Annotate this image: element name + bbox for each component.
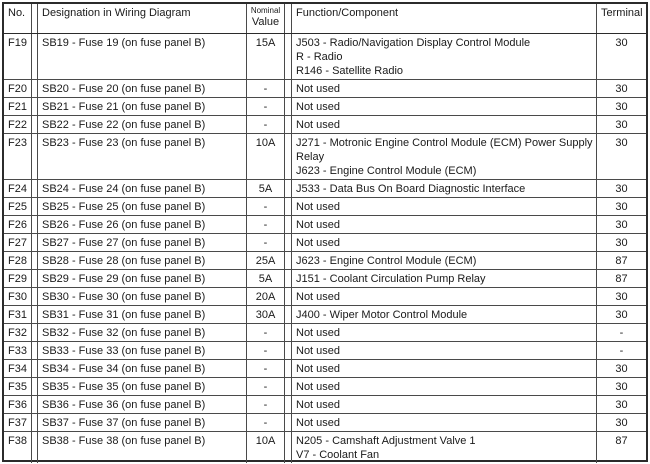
nominal-value-cell: 20A xyxy=(247,288,285,305)
designation-cell: SB28 - Fuse 28 (on fuse panel B) xyxy=(38,252,247,269)
function-component-cell xyxy=(292,98,597,115)
terminal-cell: - xyxy=(619,326,624,339)
row-spacer-2 xyxy=(285,234,292,251)
terminal-cell: 87 xyxy=(615,254,628,267)
terminal-cell: 30 xyxy=(615,236,628,249)
terminal-cell: 30 xyxy=(615,100,628,113)
table-header-row xyxy=(4,4,646,34)
designation-cell: SB32 - Fuse 32 (on fuse panel B) xyxy=(38,324,247,341)
designation-cell: SB19 - Fuse 19 (on fuse panel B) xyxy=(38,34,247,79)
header-nominal-line2: Value xyxy=(251,15,280,28)
function-line: V7 - Coolant Fan xyxy=(296,448,380,461)
table-row xyxy=(4,288,646,306)
designation-cell: SB30 - Fuse 30 (on fuse panel B) xyxy=(38,288,247,305)
terminal-cell: 87 xyxy=(615,434,628,447)
table-row xyxy=(4,98,646,116)
row-spacer-2 xyxy=(285,270,292,287)
table-row xyxy=(4,198,646,216)
designation-cell: SB21 - Fuse 21 (on fuse panel B) xyxy=(38,98,247,115)
fuse-no-cell: F29 xyxy=(4,270,32,287)
designation-cell: SB23 - Fuse 23 (on fuse panel B) xyxy=(38,134,247,179)
function-line: Not used xyxy=(296,218,341,231)
row-spacer-2 xyxy=(285,116,292,133)
nominal-value-cell: - xyxy=(247,216,285,233)
function-line: Not used xyxy=(296,200,341,213)
fuse-no-cell: F28 xyxy=(4,252,32,269)
fuse-no-cell: F38 xyxy=(4,432,32,463)
function-component-cell xyxy=(292,396,597,413)
table-row xyxy=(4,34,646,80)
row-spacer-2 xyxy=(285,34,292,79)
fuse-no-cell: F37 xyxy=(4,414,32,431)
row-spacer-2 xyxy=(285,198,292,215)
nominal-value-cell: - xyxy=(247,378,285,395)
header-nominal-line1: Nominal xyxy=(250,5,281,15)
row-spacer-2 xyxy=(285,180,292,197)
terminal-cell: - xyxy=(619,344,624,357)
nominal-value-cell: - xyxy=(247,324,285,341)
fuse-no-cell: F22 xyxy=(4,116,32,133)
function-component-cell xyxy=(292,432,597,463)
designation-cell: SB36 - Fuse 36 (on fuse panel B) xyxy=(38,396,247,413)
function-component-cell xyxy=(292,180,597,197)
table-row xyxy=(4,360,646,378)
table-row xyxy=(4,180,646,198)
function-component-cell xyxy=(292,116,597,133)
terminal-cell: 30 xyxy=(615,290,628,303)
function-component-cell xyxy=(292,34,597,79)
nominal-value-cell: - xyxy=(247,234,285,251)
table-row xyxy=(4,270,646,288)
function-line: R - Radio xyxy=(296,50,343,63)
function-component-cell xyxy=(292,324,597,341)
fuse-no-cell: F21 xyxy=(4,98,32,115)
function-component-cell xyxy=(292,342,597,359)
designation-cell: SB27 - Fuse 27 (on fuse panel B) xyxy=(38,234,247,251)
function-component-cell xyxy=(292,288,597,305)
terminal-cell: 30 xyxy=(615,36,628,49)
nominal-value-cell: - xyxy=(247,360,285,377)
table-row xyxy=(4,216,646,234)
function-line: J533 - Data Bus On Board Diagnostic Interface xyxy=(296,182,526,195)
function-line: N205 - Camshaft Adjustment Valve 1 xyxy=(296,434,476,447)
fuse-no-cell: F19 xyxy=(4,34,32,79)
row-spacer-2 xyxy=(285,396,292,413)
fuse-no-cell: F20 xyxy=(4,80,32,97)
row-spacer-2 xyxy=(285,216,292,233)
nominal-value-cell: - xyxy=(247,116,285,133)
function-component-cell xyxy=(292,234,597,251)
function-component-cell xyxy=(292,134,597,179)
function-component-cell xyxy=(292,216,597,233)
function-component-cell xyxy=(292,414,597,431)
table-row xyxy=(4,378,646,396)
designation-cell: SB31 - Fuse 31 (on fuse panel B) xyxy=(38,306,247,323)
function-line: J271 - Motronic Engine Control Module (ECM) Power Supply Relay xyxy=(296,136,593,163)
function-line: Not used xyxy=(296,118,341,131)
table-row xyxy=(4,342,646,360)
function-line: Not used xyxy=(296,290,341,303)
function-line: Not used xyxy=(296,344,341,357)
table-row xyxy=(4,80,646,98)
row-spacer-2 xyxy=(285,98,292,115)
table-row xyxy=(4,252,646,270)
row-spacer-2 xyxy=(285,360,292,377)
row-spacer-2 xyxy=(285,252,292,269)
function-line: Not used xyxy=(296,416,341,429)
row-spacer-2 xyxy=(285,342,292,359)
designation-cell: SB26 - Fuse 26 (on fuse panel B) xyxy=(38,216,247,233)
fuse-no-cell: F31 xyxy=(4,306,32,323)
fuse-no-cell: F23 xyxy=(4,134,32,179)
fuse-assignment-table xyxy=(2,2,648,462)
header-function: Function/Component xyxy=(292,4,597,33)
function-component-cell xyxy=(292,198,597,215)
fuse-no-cell: F30 xyxy=(4,288,32,305)
fuse-no-cell: F35 xyxy=(4,378,32,395)
function-line: J151 - Coolant Circulation Pump Relay xyxy=(296,272,486,285)
header-designation: Designation in Wiring Diagram xyxy=(38,4,247,33)
row-spacer-2 xyxy=(285,134,292,179)
function-line: R146 - Satellite Radio xyxy=(296,64,404,77)
header-terminal: Terminal xyxy=(601,6,643,19)
terminal-cell: 30 xyxy=(615,182,628,195)
terminal-cell: 30 xyxy=(615,362,628,375)
terminal-cell: 30 xyxy=(615,398,628,411)
nominal-value-cell: - xyxy=(247,98,285,115)
function-line: Not used xyxy=(296,398,341,411)
nominal-value-cell: 5A xyxy=(247,180,285,197)
designation-cell: SB37 - Fuse 37 (on fuse panel B) xyxy=(38,414,247,431)
table-row xyxy=(4,306,646,324)
row-spacer-2 xyxy=(285,378,292,395)
header-spacer-2 xyxy=(285,4,292,33)
fuse-no-cell: F32 xyxy=(4,324,32,341)
nominal-value-cell: - xyxy=(247,198,285,215)
fuse-no-cell: F36 xyxy=(4,396,32,413)
terminal-cell: 30 xyxy=(615,380,628,393)
table-row xyxy=(4,414,646,432)
nominal-value-cell: - xyxy=(247,396,285,413)
row-spacer-2 xyxy=(285,432,292,463)
terminal-cell: 87 xyxy=(615,272,628,285)
designation-cell: SB29 - Fuse 29 (on fuse panel B) xyxy=(38,270,247,287)
designation-cell: SB38 - Fuse 38 (on fuse panel B) xyxy=(38,432,247,463)
row-spacer-2 xyxy=(285,288,292,305)
function-line: J623 - Engine Control Module (ECM) xyxy=(296,164,477,177)
table-row xyxy=(4,432,646,463)
header-nominal-value xyxy=(247,4,285,33)
designation-cell: SB35 - Fuse 35 (on fuse panel B) xyxy=(38,378,247,395)
designation-cell: SB33 - Fuse 33 (on fuse panel B) xyxy=(38,342,247,359)
terminal-cell: 30 xyxy=(615,136,628,149)
terminal-cell: 30 xyxy=(615,200,628,213)
row-spacer-2 xyxy=(285,80,292,97)
fuse-no-cell: F25 xyxy=(4,198,32,215)
nominal-value-cell: - xyxy=(247,342,285,359)
designation-cell: SB25 - Fuse 25 (on fuse panel B) xyxy=(38,198,247,215)
function-line: J400 - Wiper Motor Control Module xyxy=(296,308,468,321)
function-component-cell xyxy=(292,270,597,287)
terminal-cell: 30 xyxy=(615,118,628,131)
table-row xyxy=(4,396,646,414)
function-line: J503 - Radio/Navigation Display Control Module xyxy=(296,36,531,49)
fuse-no-cell: F27 xyxy=(4,234,32,251)
nominal-value-cell: - xyxy=(247,414,285,431)
function-component-cell xyxy=(292,360,597,377)
nominal-value-cell: - xyxy=(247,80,285,97)
terminal-cell: 30 xyxy=(615,416,628,429)
function-line: Not used xyxy=(296,326,341,339)
designation-cell: SB34 - Fuse 34 (on fuse panel B) xyxy=(38,360,247,377)
function-line: J623 - Engine Control Module (ECM) xyxy=(296,254,477,267)
row-spacer-2 xyxy=(285,414,292,431)
nominal-value-cell: 15A xyxy=(247,34,285,79)
nominal-value-cell: 10A xyxy=(247,432,285,463)
nominal-value-cell: 10A xyxy=(247,134,285,179)
function-component-cell xyxy=(292,80,597,97)
function-component-cell xyxy=(292,378,597,395)
function-line: Not used xyxy=(296,236,341,249)
header-no: No. xyxy=(4,4,32,33)
terminal-cell: 30 xyxy=(615,82,628,95)
terminal-cell: 30 xyxy=(615,218,628,231)
function-line: Not used xyxy=(296,362,341,375)
function-line: Not used xyxy=(296,100,341,113)
nominal-value-cell: 5A xyxy=(247,270,285,287)
nominal-value-cell: 25A xyxy=(247,252,285,269)
fuse-no-cell: F33 xyxy=(4,342,32,359)
table-row xyxy=(4,116,646,134)
function-line: Not used xyxy=(296,380,341,393)
designation-cell: SB24 - Fuse 24 (on fuse panel B) xyxy=(38,180,247,197)
function-component-cell xyxy=(292,306,597,323)
row-spacer-2 xyxy=(285,324,292,341)
table-row xyxy=(4,234,646,252)
terminal-cell: 30 xyxy=(615,308,628,321)
row-spacer-2 xyxy=(285,306,292,323)
designation-cell: SB20 - Fuse 20 (on fuse panel B) xyxy=(38,80,247,97)
table-row xyxy=(4,134,646,180)
fuse-no-cell: F34 xyxy=(4,360,32,377)
fuse-no-cell: F26 xyxy=(4,216,32,233)
nominal-value-cell: 30A xyxy=(247,306,285,323)
fuse-no-cell: F24 xyxy=(4,180,32,197)
function-component-cell xyxy=(292,252,597,269)
function-line: Not used xyxy=(296,82,341,95)
designation-cell: SB22 - Fuse 22 (on fuse panel B) xyxy=(38,116,247,133)
table-row xyxy=(4,324,646,342)
